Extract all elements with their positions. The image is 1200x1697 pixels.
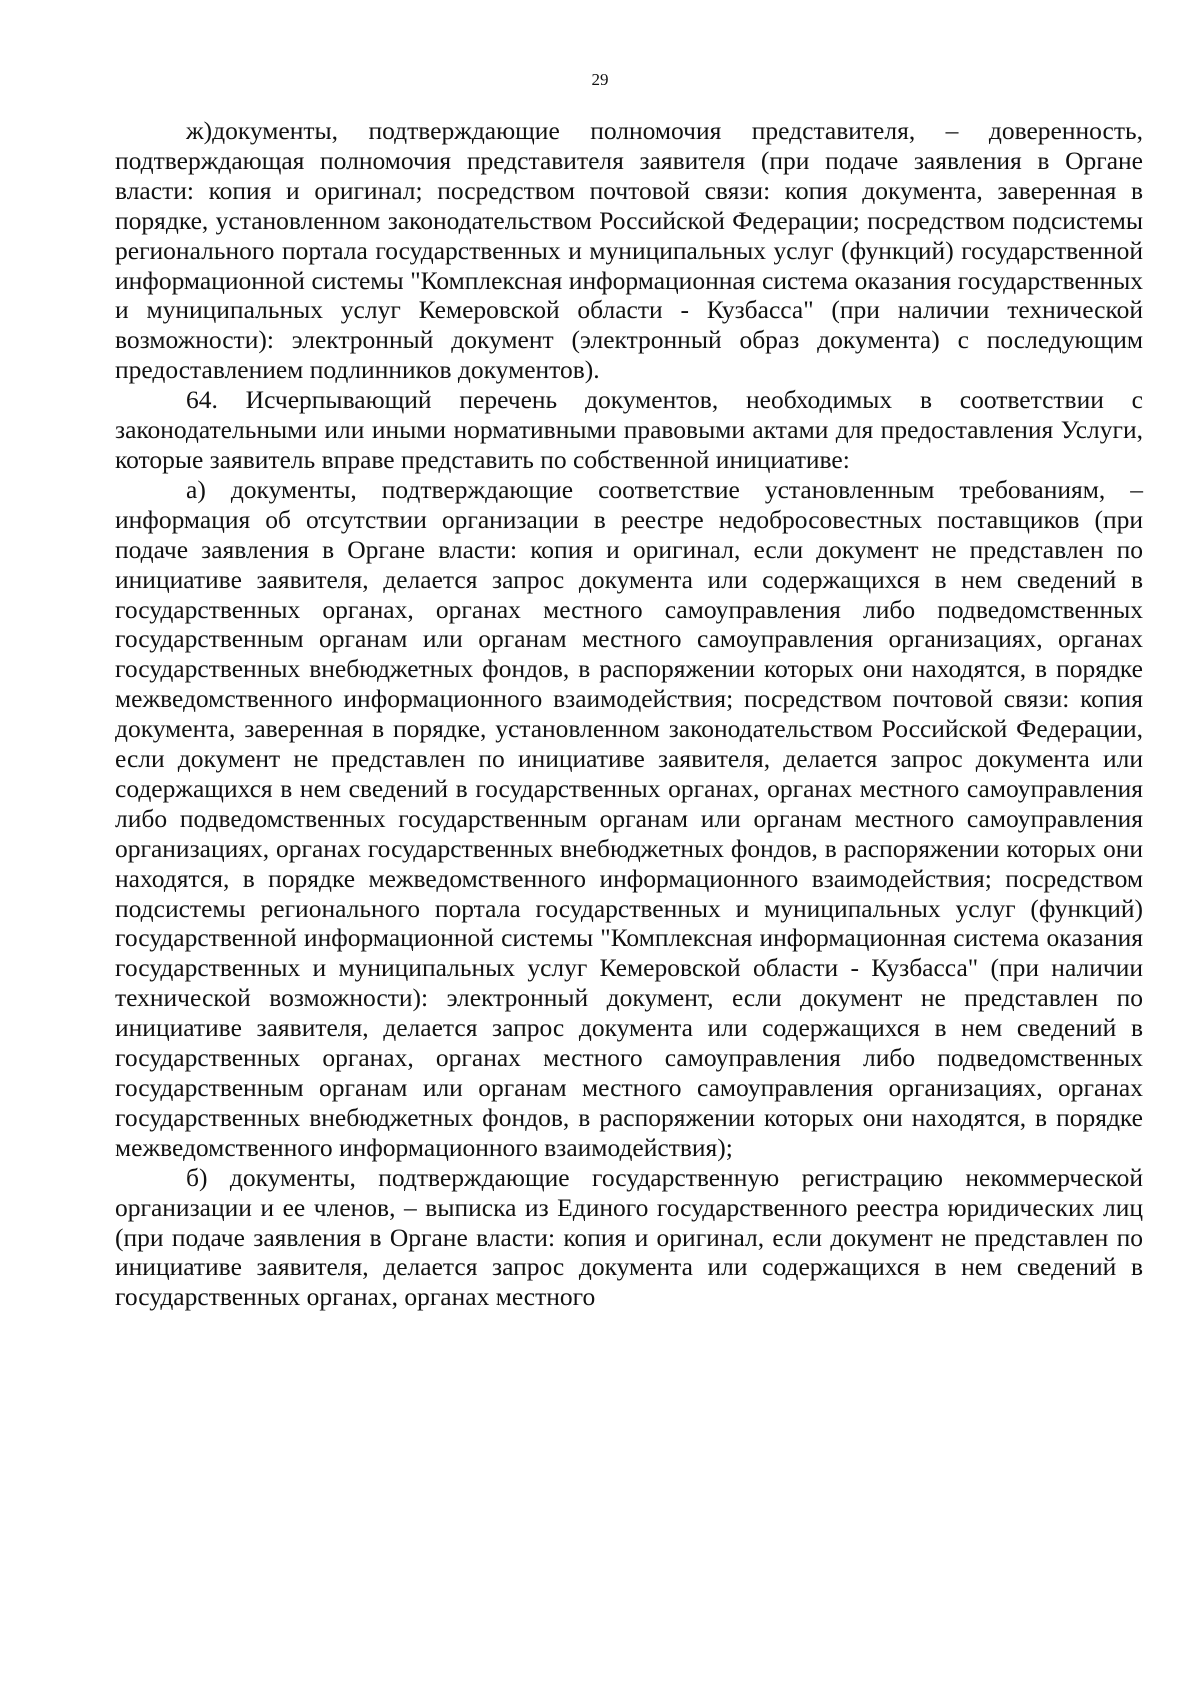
document-body [115,116,1143,1312]
paragraph-a-compliance-documents: а) документы, подтверждающие соответствие установленным требованиям, – информация об отсутствии организации в реестре недобросовестных поставщиков (при подаче заявления в Органе власти: копия и оригинал, если документ не представлен по инициативе заявителя, делается запрос документа или содержащихся в нем сведений в государственных органах, органах местного самоуправления либо подведомственных государственным органам или органам местного самоуправления организациях, органах государственных внебюджетных фондов, в распоряжении которых они находятся, в порядке межведомственного информационного взаимодействия; посредством почтовой связи: копия документа, заверенная в порядке, установленном законодательством Российской Федерации, если документ не представлен по инициативе заявителя, делается запрос документа или содержащихся в нем сведений в государственных органах, органах местного самоуправления либо подведомственных государственным органам или органам местного самоуправления организациях, органах государственных внебюджетных фондов, в распоряжении которых они находятся, в порядке межведомственного информационного взаимодействия; посредством подсистемы регионального портала государственных и муниципальных услуг (функций) государственной информационной системы "Комплексная информационная система оказания государственных и муниципальных услуг Кемеровской области - Кузбасса" (при наличии технической возможности): электронный документ, если документ не представлен по инициативе заявителя, делается запрос документа или содержащихся в нем сведений в государственных органах, органах местного самоуправления либо подведомственных государственным органам или органам местного самоуправления организациях, органах государственных внебюджетных фондов, в распоряжении которых они находятся, в порядке межведомственного информационного взаимодействия); [115,474,1143,1162]
paragraph-64-documents-list: 64. Исчерпывающий перечень документов, необходимых в соответствии с законодательными или иными нормативными правовыми актами для предоставления Услуги, которые заявитель вправе представить по собственной инициативе: [115,385,1143,474]
paragraph-b-registration-documents: б) документы, подтверждающие государственную регистрацию некоммерческой организации и ее членов, – выписка из Единого государственного реестра юридических лиц (при подаче заявления в Органе власти: копия и оригинал, если документ не представлен по инициативе заявителя, делается запрос документа или содержащихся в нем сведений в государственных органах, органах местного [115,1162,1143,1312]
paragraph-zh-representative-documents: ж)документы, подтверждающие полномочия представителя, – доверенность, подтверждающая полномочия представителя заявителя (при подаче заявления в Органе власти: копия и оригинал; посредством почтовой связи: копия документа, заверенная в порядке, установленном законодательством Российской Федерации; посредством подсистемы регионального портала государственных и муниципальных услуг (функций) государственной информационной системы "Комплексная информационная система оказания государственных и муниципальных услуг Кемеровской области - Кузбасса" (при наличии технической возможности): электронный документ (электронный образ документа) с последующим предоставлением подлинников документов). [115,116,1143,385]
page-number: 29 [591,70,609,89]
